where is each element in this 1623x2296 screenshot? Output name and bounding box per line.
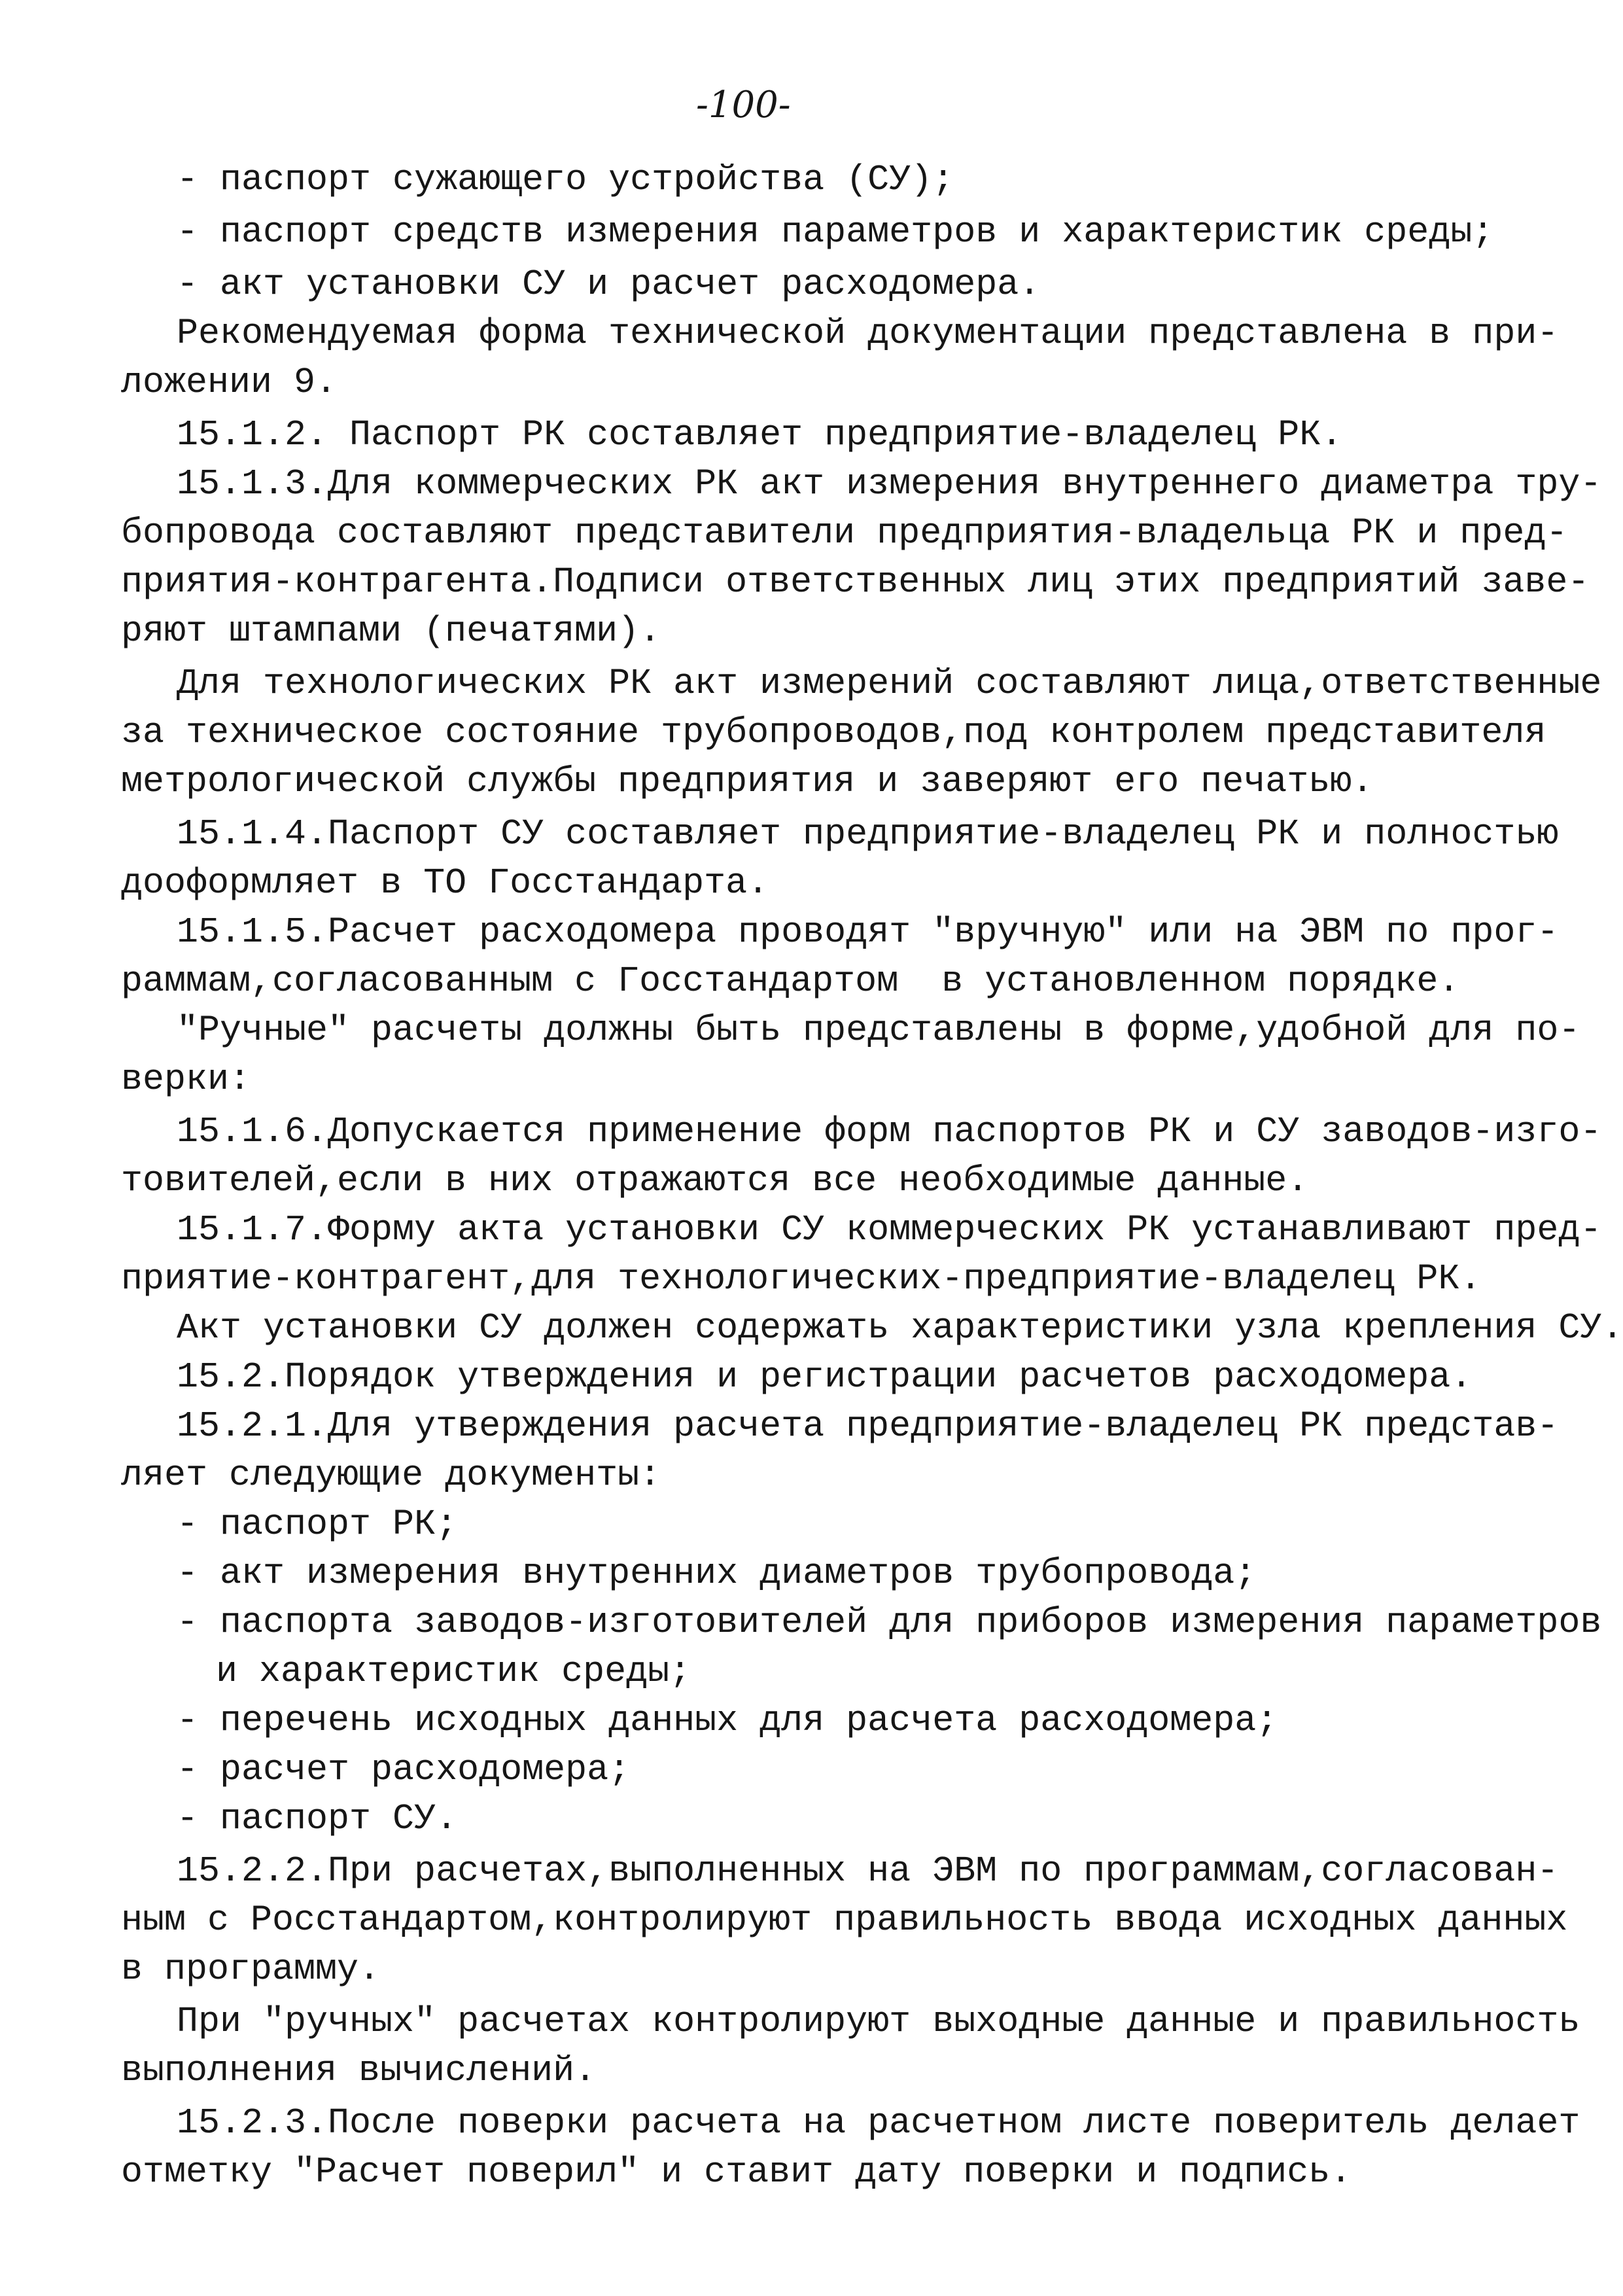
text-line: 15.1.2. Паспорт РК составляет предприятие-владелец РК. [177, 414, 1343, 455]
text-line: Акт установки СУ должен содержать характеристики узла крепления СУ. [177, 1307, 1623, 1349]
text-line: ряют штампами (печатями). [121, 610, 661, 652]
text-line: 15.2.Порядок утверждения и регистрации расчетов расходомера. [177, 1356, 1473, 1398]
text-line: за техническое состояние трубопроводов,под контролем представителя [121, 712, 1546, 753]
text-line: в программу. [121, 1949, 381, 1990]
text-line: метрологической службы предприятия и заверяют его печатью. [121, 761, 1374, 802]
text-line: ным с Росстандартом,контролируют правильность ввода исходных данных [121, 1899, 1568, 1941]
text-line: 15.2.2.При расчетах,выполненных на ЭВМ по программам,согласован- [177, 1850, 1559, 1892]
text-line: - акт установки СУ и расчет расходомера. [177, 264, 1041, 305]
text-line: приятие-контрагент,для технологических-предприятие-владелец РК. [121, 1258, 1482, 1299]
text-line: 15.1.4.Паспорт СУ составляет предприятие-владелец РК и полностью [177, 813, 1559, 855]
text-line: - расчет расходомера; [177, 1749, 631, 1790]
text-line: 15.2.1.Для утверждения расчета предприятие-владелец РК представ- [177, 1405, 1559, 1447]
text-line: - паспорт СУ. [177, 1798, 458, 1839]
text-line: 15.1.6.Допускается применение форм паспортов РК и СУ заводов-изго- [177, 1111, 1602, 1152]
text-line: - перечень исходных данных для расчета расходомера; [177, 1700, 1278, 1741]
text-line: 15.1.5.Расчет расходомера проводят "вручную" или на ЭВМ по прог- [177, 911, 1559, 953]
text-line: верки: [121, 1059, 251, 1100]
text-line: бопровода составляют представители предприятия-владельца РК и пред- [121, 512, 1568, 554]
text-line: 15.1.7.Форму акта установки СУ коммерческих РК устанавливают пред- [177, 1209, 1602, 1250]
text-line: Для технологических РК акт измерений составляют лица,ответственные [177, 663, 1602, 704]
text-line: выполнения вычислений. [121, 2050, 597, 2091]
text-line: Рекомендуемая форма технической документации представлена в при- [177, 313, 1559, 354]
text-line: отметку "Расчет поверил" и ставит дату поверки и подпись. [121, 2151, 1352, 2193]
text-line: - паспорт РК; [177, 1504, 458, 1545]
text-line: - паспорт сужающего устройства (СУ); [177, 159, 954, 200]
text-line: 15.2.3.После поверки расчета на расчетном листе поверитель делает [177, 2102, 1580, 2144]
text-line: 15.1.3.Для коммерческих РК акт измерения внутреннего диаметра тру- [177, 463, 1602, 504]
text-line: раммам,согласованным с Госстандартом в установленном порядке. [121, 961, 1460, 1002]
text-line: приятия-контрагента.Подписи ответственных лиц этих предприятий заве- [121, 561, 1590, 603]
page-number: -100- [696, 84, 791, 126]
text-line: - паспорт средств измерения параметров и характеристик среды; [177, 211, 1494, 253]
text-line: и характеристик среды; [216, 1651, 691, 1692]
text-line: При "ручных" расчетах контролируют выходные данные и правильность [177, 2001, 1580, 2042]
text-line: ложении 9. [121, 362, 338, 403]
text-line: "Ручные" расчеты должны быть представлены в форме,удобной для по- [177, 1010, 1580, 1051]
text-line: - паспорта заводов-изготовителей для приборов измерения параметров [177, 1602, 1602, 1643]
text-line: ляет следующие документы: [121, 1455, 661, 1496]
text-line: дооформляет в ТО Госстандарта. [121, 862, 769, 904]
text-line: товителей,если в них отражаются все необходимые данные. [121, 1160, 1309, 1201]
text-line: - акт измерения внутренних диаметров трубопровода; [177, 1553, 1257, 1594]
